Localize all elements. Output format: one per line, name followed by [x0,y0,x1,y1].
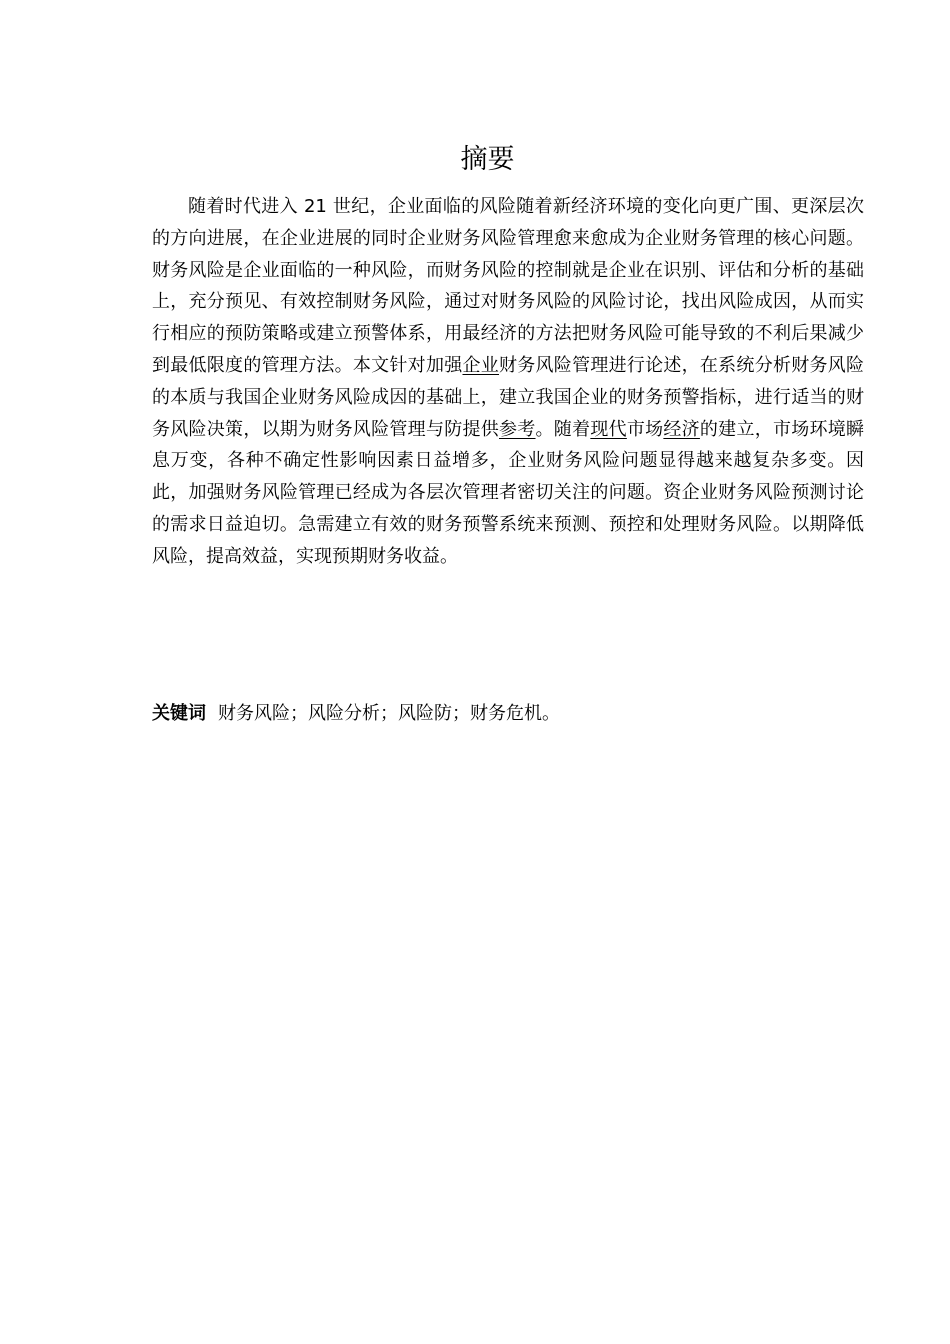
keywords-text: 财务风险；风险分析；风险防；财务危机。 [218,703,560,724]
link-jingji[interactable]: 经济 [663,418,700,440]
abstract-text: 的建立，市场环境瞬息万变，各种不确定性影响因素日益增多，企业财务风险问题显得越来越复杂多变。因此，加强财务风险管理已经成为各层次管理者密切关注的问题。资企业财务风险预测讨论的需求日益迫切。急需建立有效的财务预警系统来预测、预控和处理财务风险。以期降低风险，提高效益，实现预期财务收益。 [152,418,865,567]
keywords-label: 关键词 [152,703,206,724]
abstract-text: 。随着 [535,418,591,440]
abstract-text: 市场 [626,418,664,440]
link-cankao[interactable]: 参考 [499,418,536,440]
keywords-line [152,699,864,729]
link-xiandai[interactable]: 现代 [590,418,627,440]
page-title: 摘要 [460,144,515,175]
link-qiye[interactable]: 企业 [462,354,500,376]
abstract-text: 财务风险管理进行论述，在系统分析财务风险的本质与我国企业财务风险成因的基础上，建立我国企业的财务预警指标，进行适当的财务风险决策，以期为财务风险管理与防提供 [152,354,865,440]
abstract-text: 随着时代进入 21 世纪，企业面临的风险随着新经济环境的变化向更广围、更深层次的方向进展，在企业进展的同时企业财务风险管理愈来愈成为企业财务管理的核心问题。财务风险是企业面临的一种风险，而财务风险的控制就是企业在识别、评估和分析的基础上，充分预见、有效控制财务风险，通过对财务风险的风险讨论，找出风险成因，从而实行相应的预防策略或建立预警体系，用最经济的方法把财务风险可能导致的不利后果减少到最低限度的管理方法。本文针对加强 [152,196,864,376]
abstract-paragraph [152,191,864,573]
